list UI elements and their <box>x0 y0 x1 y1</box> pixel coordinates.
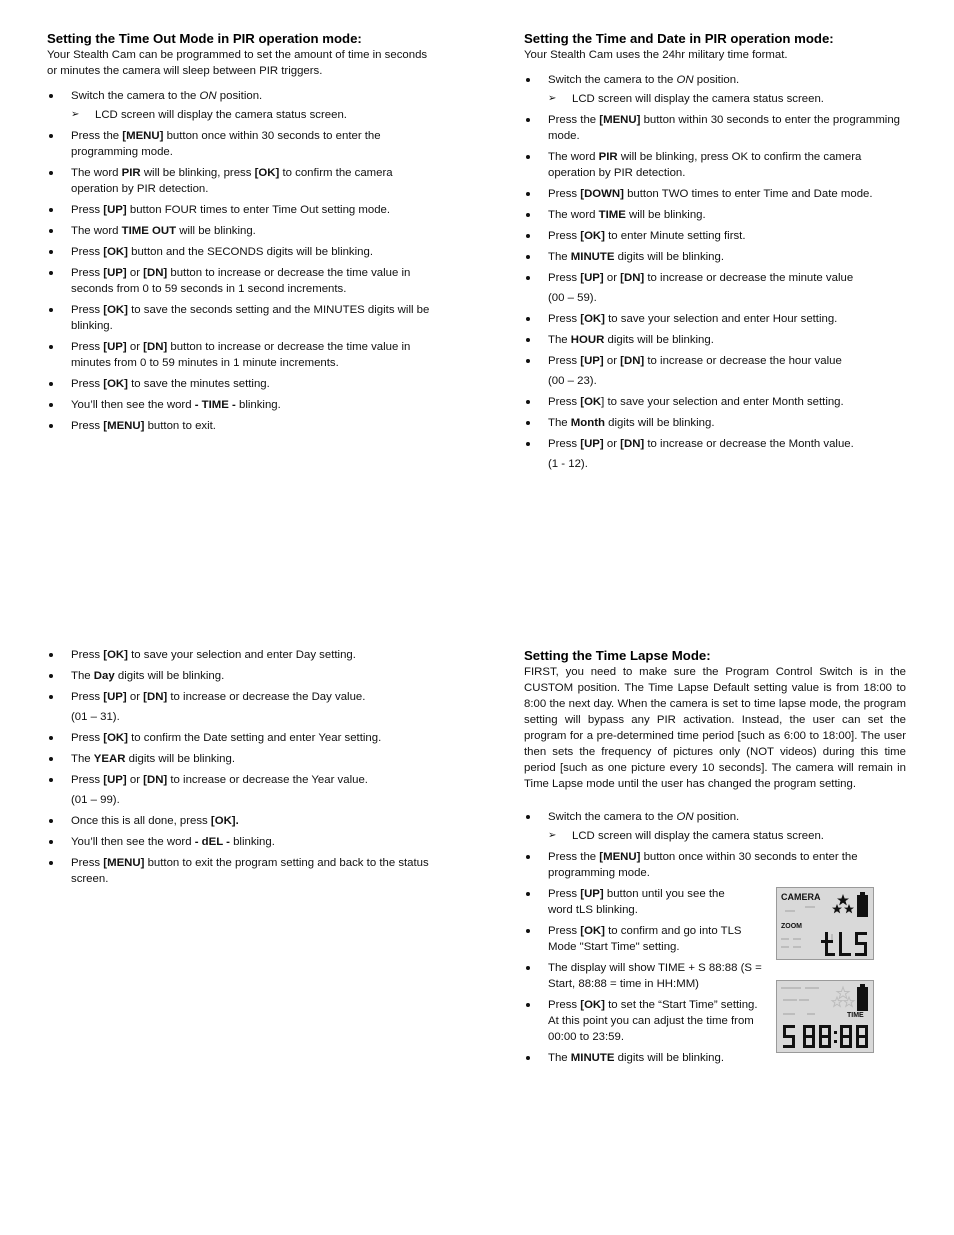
list-item: Press [OK] to confirm and go into TLS Mode "Start Time" setting. <box>524 923 762 955</box>
timedate-list <box>524 72 908 472</box>
list-item: Press [OK] button and the SECONDS digits will be blinking. <box>47 244 431 260</box>
timeout-heading: Setting the Time Out Mode in PIR operation mode: <box>47 31 362 46</box>
list-item: Switch the camera to the ON position. <box>524 72 908 88</box>
list-item: Press [OK] to set the “Start Time” setting. At this point you can adjust the time from 00:00 to 23:59. <box>524 997 762 1045</box>
lcd-zoom-label: ZOOM <box>781 923 802 930</box>
date-continued-list <box>47 647 431 887</box>
timeout-list <box>47 88 431 434</box>
timelapse-intro: FIRST, you need to make sure the Program Control Switch is in the CUSTOM position. The Time Lapse Default setting value is from 18:00 to 8:00 the next day. When the camera is set to time lapse mode, the program setting will bypass any PIR activation. Instead, the user can set the program for a pre-determined time period [such as 6:00 to 18:00]. The user then sets the frequency of pictures only (NOT videos) during this time period [such as one picture every 10 seconds]. The camera will remain in Time Lapse mode until the user has changed the program setting. <box>524 666 906 790</box>
list-item: Press [UP] or [DN] to increase or decrease the Year value. (01 – 99). <box>47 772 431 808</box>
list-subitem: ➢ LCD screen will display the camera status screen. <box>548 93 824 105</box>
lcd-ghost-segments <box>781 987 819 1015</box>
list-subitem: ➢ LCD screen will display the camera status screen. <box>548 830 824 842</box>
star-outline-icon <box>832 987 854 1006</box>
list-item: Press [OK] to save your selection and enter Day setting. <box>47 647 431 663</box>
list-item: The MINUTE digits will be blinking. <box>524 1050 906 1066</box>
list-item: Press [UP] or [DN] to increase or decrease the minute value (00 – 59). <box>524 270 908 306</box>
list-item: The MINUTE digits will be blinking. <box>524 249 908 265</box>
list-item: The word PIR will be blinking, press [OK] to confirm the camera operation by PIR detection. <box>47 165 431 197</box>
section-timeout <box>47 30 431 439</box>
timelapse-heading: Setting the Time Lapse Mode: <box>524 648 711 663</box>
list-item: Press [UP] button until you see the word tLS blinking. <box>524 886 748 918</box>
list-item: Press [OK] to save your selection and enter Hour setting. <box>524 311 908 327</box>
section-timedate <box>524 30 908 477</box>
arrow-bullet-icon: ➢ <box>548 830 557 841</box>
list-item: Press [UP] or [DN] button to increase or decrease the time value in seconds from 0 to 59 seconds in 1 second increments. <box>47 265 431 297</box>
list-item: You’ll then see the word - dEL - blinking. <box>47 834 431 850</box>
list-item: Press [UP] or [DN] to increase or decrease the hour value (00 – 23). <box>524 353 908 389</box>
list-item: Press [UP] or [DN] button to increase or decrease the time value in minutes from 0 to 59 minutes in 1 minute increments. <box>47 339 431 371</box>
list-item: The word TIME OUT will be blinking. <box>47 223 431 239</box>
list-item: Press [OK] to save the minutes setting. <box>47 376 431 392</box>
list-item: The word PIR will be blinking, press OK to confirm the camera operation by PIR detection. <box>524 149 908 181</box>
lcd-camera-label: CAMERA <box>781 892 821 902</box>
list-item: Press [OK] to save the seconds setting and the MINUTES digits will be blinking. <box>47 302 431 334</box>
list-item: The YEAR digits will be blinking. <box>47 751 431 767</box>
list-item: Press the [MENU] button once within 30 seconds to enter the programming mode. <box>47 128 431 160</box>
lcd-start-time-screen <box>776 980 874 1053</box>
list-item: Press [MENU] button to exit. <box>47 418 431 434</box>
list-subitem: ➢ LCD screen will display the camera status screen. <box>71 109 347 121</box>
list-item: The HOUR digits will be blinking. <box>524 332 908 348</box>
timeout-intro: Your Stealth Cam can be programmed to set the amount of time in seconds or minutes the camera will sleep between PIR triggers. <box>47 49 428 77</box>
timedate-intro: Your Stealth Cam uses the 24hr military time format. <box>524 49 788 61</box>
list-item: Press [DOWN] button TWO times to enter Time and Date mode. <box>524 186 908 202</box>
battery-icon <box>857 984 868 1011</box>
star-icon <box>832 894 854 913</box>
battery-icon <box>857 892 868 917</box>
list-item: You’ll then see the word - TIME - blinking. <box>47 397 431 413</box>
list-item: Press the [MENU] button within 30 seconds to enter the programming mode. <box>524 112 908 144</box>
list-item: Press [UP] button FOUR times to enter Time Out setting mode. <box>47 202 431 218</box>
lcd-tls-digits <box>821 932 867 956</box>
list-item: Press [MENU] button to exit the program setting and back to the status screen. <box>47 855 431 887</box>
list-item: Press [OK] to enter Minute setting first. <box>524 228 908 244</box>
section-date-continued <box>47 647 431 892</box>
list-item: Press [UP] or [DN] to increase or decrease the Month value. (1 - 12). <box>524 436 908 472</box>
timedate-heading: Setting the Time and Date in PIR operation mode: <box>524 31 834 46</box>
list-item: Switch the camera to the ON position. <box>524 809 906 825</box>
list-item: The word TIME will be blinking. <box>524 207 908 223</box>
list-item: Switch the camera to the ON position. <box>47 88 431 104</box>
list-item: Press [UP] or [DN] to increase or decrease the Day value. (01 – 31). <box>47 689 431 725</box>
list-item: The Day digits will be blinking. <box>47 668 431 684</box>
list-item: The display will show TIME + S 88:88 (S = Start, 88:88 = time in HH:MM) <box>524 960 762 992</box>
list-item: Press [OK] to confirm the Date setting and enter Year setting. <box>47 730 431 746</box>
arrow-bullet-icon: ➢ <box>548 93 557 104</box>
list-item: The Month digits will be blinking. <box>524 415 908 431</box>
list-item: Press [OK] to save your selection and enter Month setting. <box>524 394 908 410</box>
list-item: Press the [MENU] button once within 30 seconds to enter the programming mode. <box>524 849 906 881</box>
list-item: Once this is all done, press [OK]. <box>47 813 431 829</box>
lcd-tls-screen <box>776 887 874 960</box>
arrow-bullet-icon: ➢ <box>71 109 80 120</box>
lcd-time-label: TIME <box>847 1012 864 1019</box>
lcd-start-time-digits <box>783 1025 868 1048</box>
